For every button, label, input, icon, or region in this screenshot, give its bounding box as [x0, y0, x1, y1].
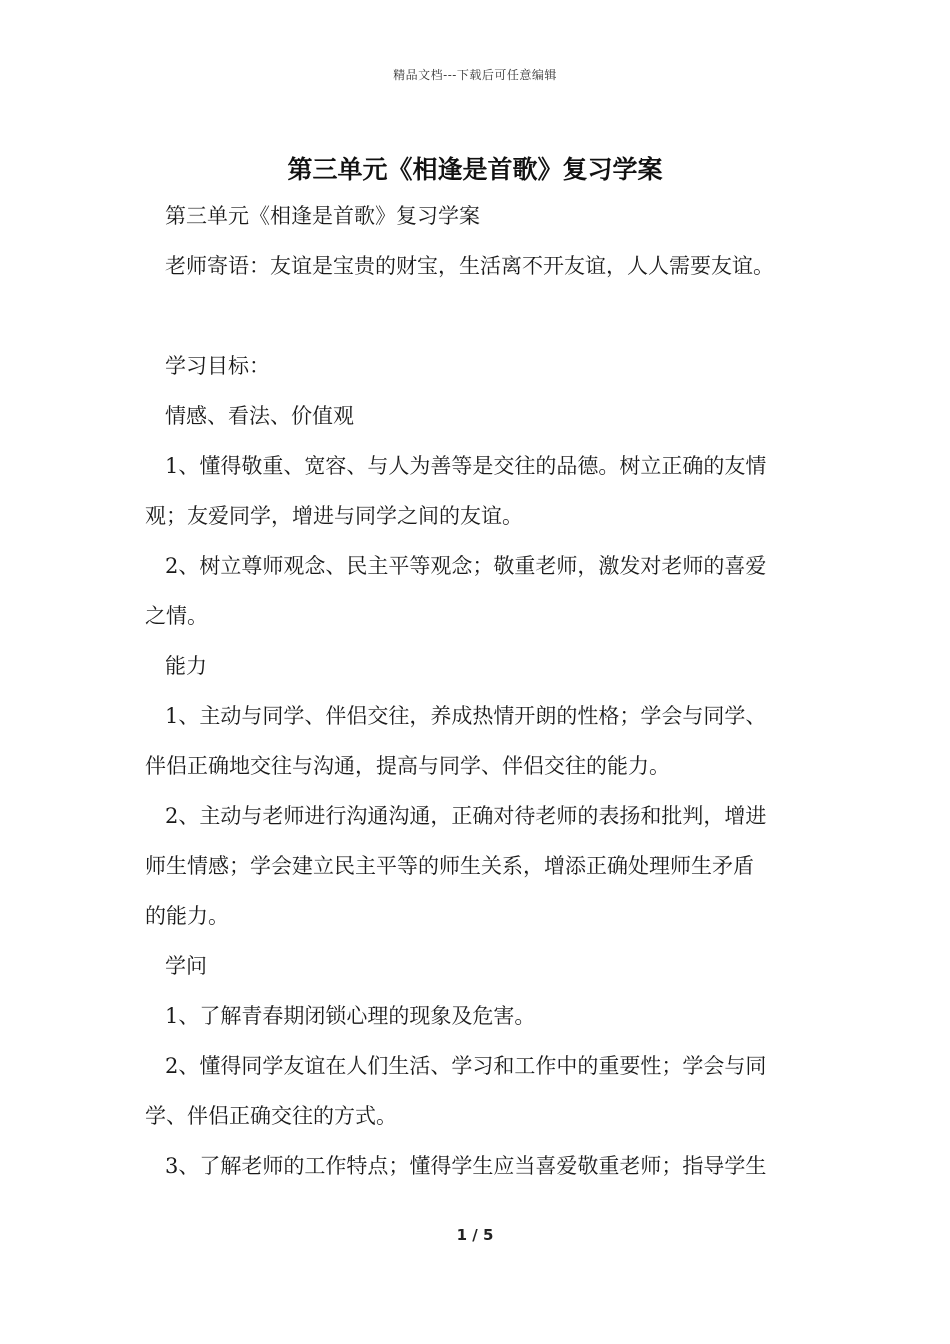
section-heading-emotion: 情感、看法、价值观	[165, 404, 354, 428]
paragraph-line: 伴侣正确地交往与沟通，提高与同学、伴侣交往的能力。	[145, 754, 670, 778]
paragraph-line: 3、了解老师的工作特点；懂得学生应当喜爱敬重老师；指导学生	[165, 1154, 767, 1178]
section-heading-knowledge: 学问	[165, 954, 207, 978]
paragraph-line: 2、懂得同学友谊在人们生活、学习和工作中的重要性；学会与同	[165, 1054, 767, 1078]
paragraph-line: 1、懂得敬重、宽容、与人为善等是交往的品德。树立正确的友情	[165, 454, 767, 478]
paragraph-line: 学、伴侣正确交往的方式。	[145, 1104, 397, 1128]
section-heading-ability: 能力	[165, 654, 207, 678]
paragraph-line: 观；友爱同学，增进与同学之间的友谊。	[145, 504, 523, 528]
paragraph-line: 1、了解青春期闭锁心理的现象及危害。	[165, 1004, 536, 1028]
paragraph-line: 2、树立尊师观念、民主平等观念；敬重老师，激发对老师的喜爱	[165, 554, 767, 578]
header-note: 精品文档---下载后可任意编辑	[393, 68, 557, 82]
section-heading-objectives: 学习目标：	[165, 354, 270, 378]
page-number: 1 / 5	[456, 1226, 494, 1244]
paragraph-line: 的能力。	[145, 904, 229, 928]
subtitle-line: 第三单元《相逢是首歌》复习学案	[165, 204, 480, 228]
document-title: 第三单元《相逢是首歌》复习学案	[287, 155, 663, 184]
document-body	[145, 201, 810, 1181]
paragraph-line: 之情。	[145, 604, 208, 628]
paragraph-line: 2、主动与老师进行沟通沟通，正确对待老师的表扬和批判，增进	[165, 804, 767, 828]
paragraph-line: 师生情感；学会建立民主平等的师生关系，增添正确处理师生矛盾	[145, 854, 754, 878]
paragraph-line: 1、主动与同学、伴侣交往，养成热情开朗的性格；学会与同学、	[165, 704, 767, 728]
teacher-message-line: 老师寄语：友谊是宝贵的财宝，生活离不开友谊，人人需要友谊。	[165, 254, 774, 278]
